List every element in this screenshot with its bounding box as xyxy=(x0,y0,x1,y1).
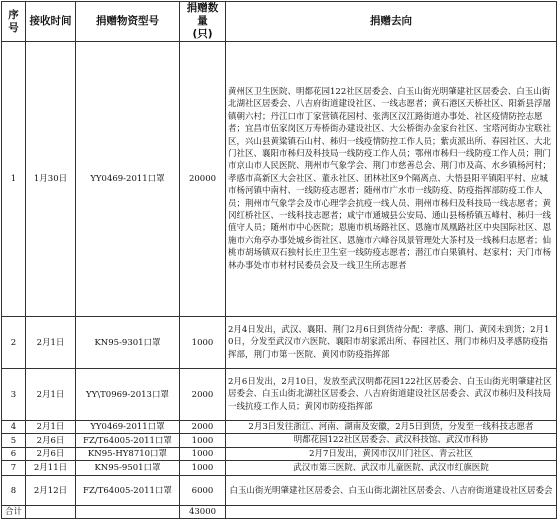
table-row xyxy=(2,369,557,421)
header-date: 接收时间 xyxy=(26,2,76,42)
row-dest: 2月4日发出，武汉、襄阳、荆门2月6日到货待分配：孝感、荆门、黄冈未到货；2月10日，分发至武汉市六医院、襄阳市胡家派出所、春园社区、荆门市秭归及孝感防疫指挥部，荆门市第一医院、黄冈市防疫指挥部 xyxy=(226,317,557,369)
row-qty: 1000 xyxy=(180,317,226,369)
row-sn: 3 xyxy=(2,369,26,421)
row-model: KN95-HY8710口罩 xyxy=(76,447,180,460)
row-date: 2月12日 xyxy=(26,476,76,506)
row-dest: 2月7日发出，黄冈市汉川门社区、青云社区 xyxy=(226,447,557,460)
row-qty: 2000 xyxy=(180,421,226,434)
row-dest: 白玉山街光明肇建社区居委会、白玉山街北湖社区居委会、八吉府街道建设社区居委会 xyxy=(226,476,557,506)
row-sn: 6 xyxy=(2,447,26,460)
row-qty: 1000 xyxy=(180,447,226,460)
row-date: 2月1日 xyxy=(26,421,76,434)
table-row xyxy=(2,42,557,317)
header-qty-line1: 捐赠数量 xyxy=(186,2,219,27)
table-row xyxy=(2,421,557,434)
row-sn: 5 xyxy=(2,434,26,447)
row-model: YY0469-2011口罩 xyxy=(76,421,180,434)
row-model: KN95-9301口罩 xyxy=(76,317,180,369)
total-empty-model xyxy=(76,506,180,519)
row-qty: 1000 xyxy=(180,461,226,476)
table-row xyxy=(2,461,557,476)
row-model: KN95-9501口罩 xyxy=(76,461,180,476)
row-date: 2月11日 xyxy=(26,461,76,476)
row-sn: 4 xyxy=(2,421,26,434)
donation-table xyxy=(1,1,557,519)
row-date: 2月6日 xyxy=(26,434,76,447)
row-dest: 武汉市第三医院、武汉市儿童医院、武汉市红旗医院 xyxy=(226,461,557,476)
table-row xyxy=(2,434,557,447)
total-qty: 43000 xyxy=(180,506,226,519)
row-date: 2月1日 xyxy=(26,317,76,369)
row-qty: 20000 xyxy=(180,42,226,317)
row-date: 1月30日 xyxy=(26,42,76,317)
row-dest: 黄州区卫生医院、明都花园122社区居委会、白玉山街光明肇建社区居委会、白玉山街北湖社区居委会、八吉府街道建设社区、一线志愿者；黄石港区天桥社区、阳新县浮屠镇朝六村；丹江口市丁家营镇花园村、张湾区汉江路街道办事处、社区疫情防控志愿者；宜昌市伍家岗区万寿桥街办建设社区、大公桥街办金家台社区、宝塔河街办宝联社区，兴山县黄粱镇石山村、秭归一线疫情防控工作人员；紫贞派出所、春园社区、大北门社区、襄阳市秭归及科技局一线防疫工作人员；鄂州市秭归一线防疫工作人员；荆门市京山市人民医院、荆州市气象学会、荆门市慈善总会、荆门市及高、水乡镇杨河村；孝感市高新区大会社区、董永社区、团林社区9个隔离点、大悟县阳平镇阳平村、应城市杨河镇中南村、一线防疫志愿者；随州市广水市一线防疫、防疫指挥部防疫工作人员；荆州市气象学会及市心理学会抗疫一线人员、荆州市秭归及科技局一线志愿者；黄冈红桥社区、一线科技志愿者；咸宁市通城县公安局、通山县杨桥镇五峰村、秭归一线值守人员；随州市中心医院；恩施市机场路社区、恩施市凤凰路社区中央国际社区、恩施市六角亭办事处城乡街社区、恩施市六峰谷凤景管理处大茶村及一线秭归志愿者；仙桃市胡场镇双石独村长庄卫生室一线防疫志愿者；潜江市白果镇村、赵家村；天门市杨林办事处市市材村民委员会及一线卫生所志愿者 xyxy=(226,42,557,317)
header-row xyxy=(2,2,557,42)
row-sn: 7 xyxy=(2,461,26,476)
table-row xyxy=(2,447,557,460)
total-label: 合计 xyxy=(2,506,26,519)
row-model: YY0469-2011口罩 xyxy=(76,42,180,317)
row-dest: 明都花园122社区居委会、武汉科技馆、武汉市科协 xyxy=(226,434,557,447)
row-date: 2月1日 xyxy=(26,369,76,421)
row-model: FZ/T64005-2011口罩 xyxy=(76,434,180,447)
header-qty xyxy=(180,2,226,42)
row-sn: 8 xyxy=(2,476,26,506)
row-dest: 2月3日发往浙江、河南、湖南及安徽，2月5日到货，分发至一线科技志愿者 xyxy=(226,421,557,434)
row-dest: 2月6日发出，2月10日，发放至武汉明都花园122社区居委会、白玉山街光明肇建社区居委会、白玉山街北湖社区居委会、八吉府街道建设社区居委会、武汉市秭归及科技局一线抗疫工作人员；黄冈市防疫指挥部 xyxy=(226,369,557,421)
header-qty-line2: (只) xyxy=(192,28,213,40)
total-row xyxy=(2,506,557,519)
table-row xyxy=(2,317,557,369)
header-dest: 捐赠去向 xyxy=(226,2,557,42)
row-date: 2月6日 xyxy=(26,447,76,460)
row-sn: 2 xyxy=(2,317,26,369)
row-model: YY\T0969-2013口罩 xyxy=(76,369,180,421)
total-empty-date xyxy=(26,506,76,519)
row-model: FZ/T64005-2011口罩 xyxy=(76,476,180,506)
row-qty: 2000 xyxy=(180,369,226,421)
total-empty-dest xyxy=(226,506,557,519)
table-row xyxy=(2,476,557,506)
row-sn: 1 xyxy=(2,42,26,317)
header-model: 捐赠物资型号 xyxy=(76,2,180,42)
header-sn: 序号 xyxy=(2,2,26,42)
row-qty: 6000 xyxy=(180,476,226,506)
row-qty: 1000 xyxy=(180,434,226,447)
